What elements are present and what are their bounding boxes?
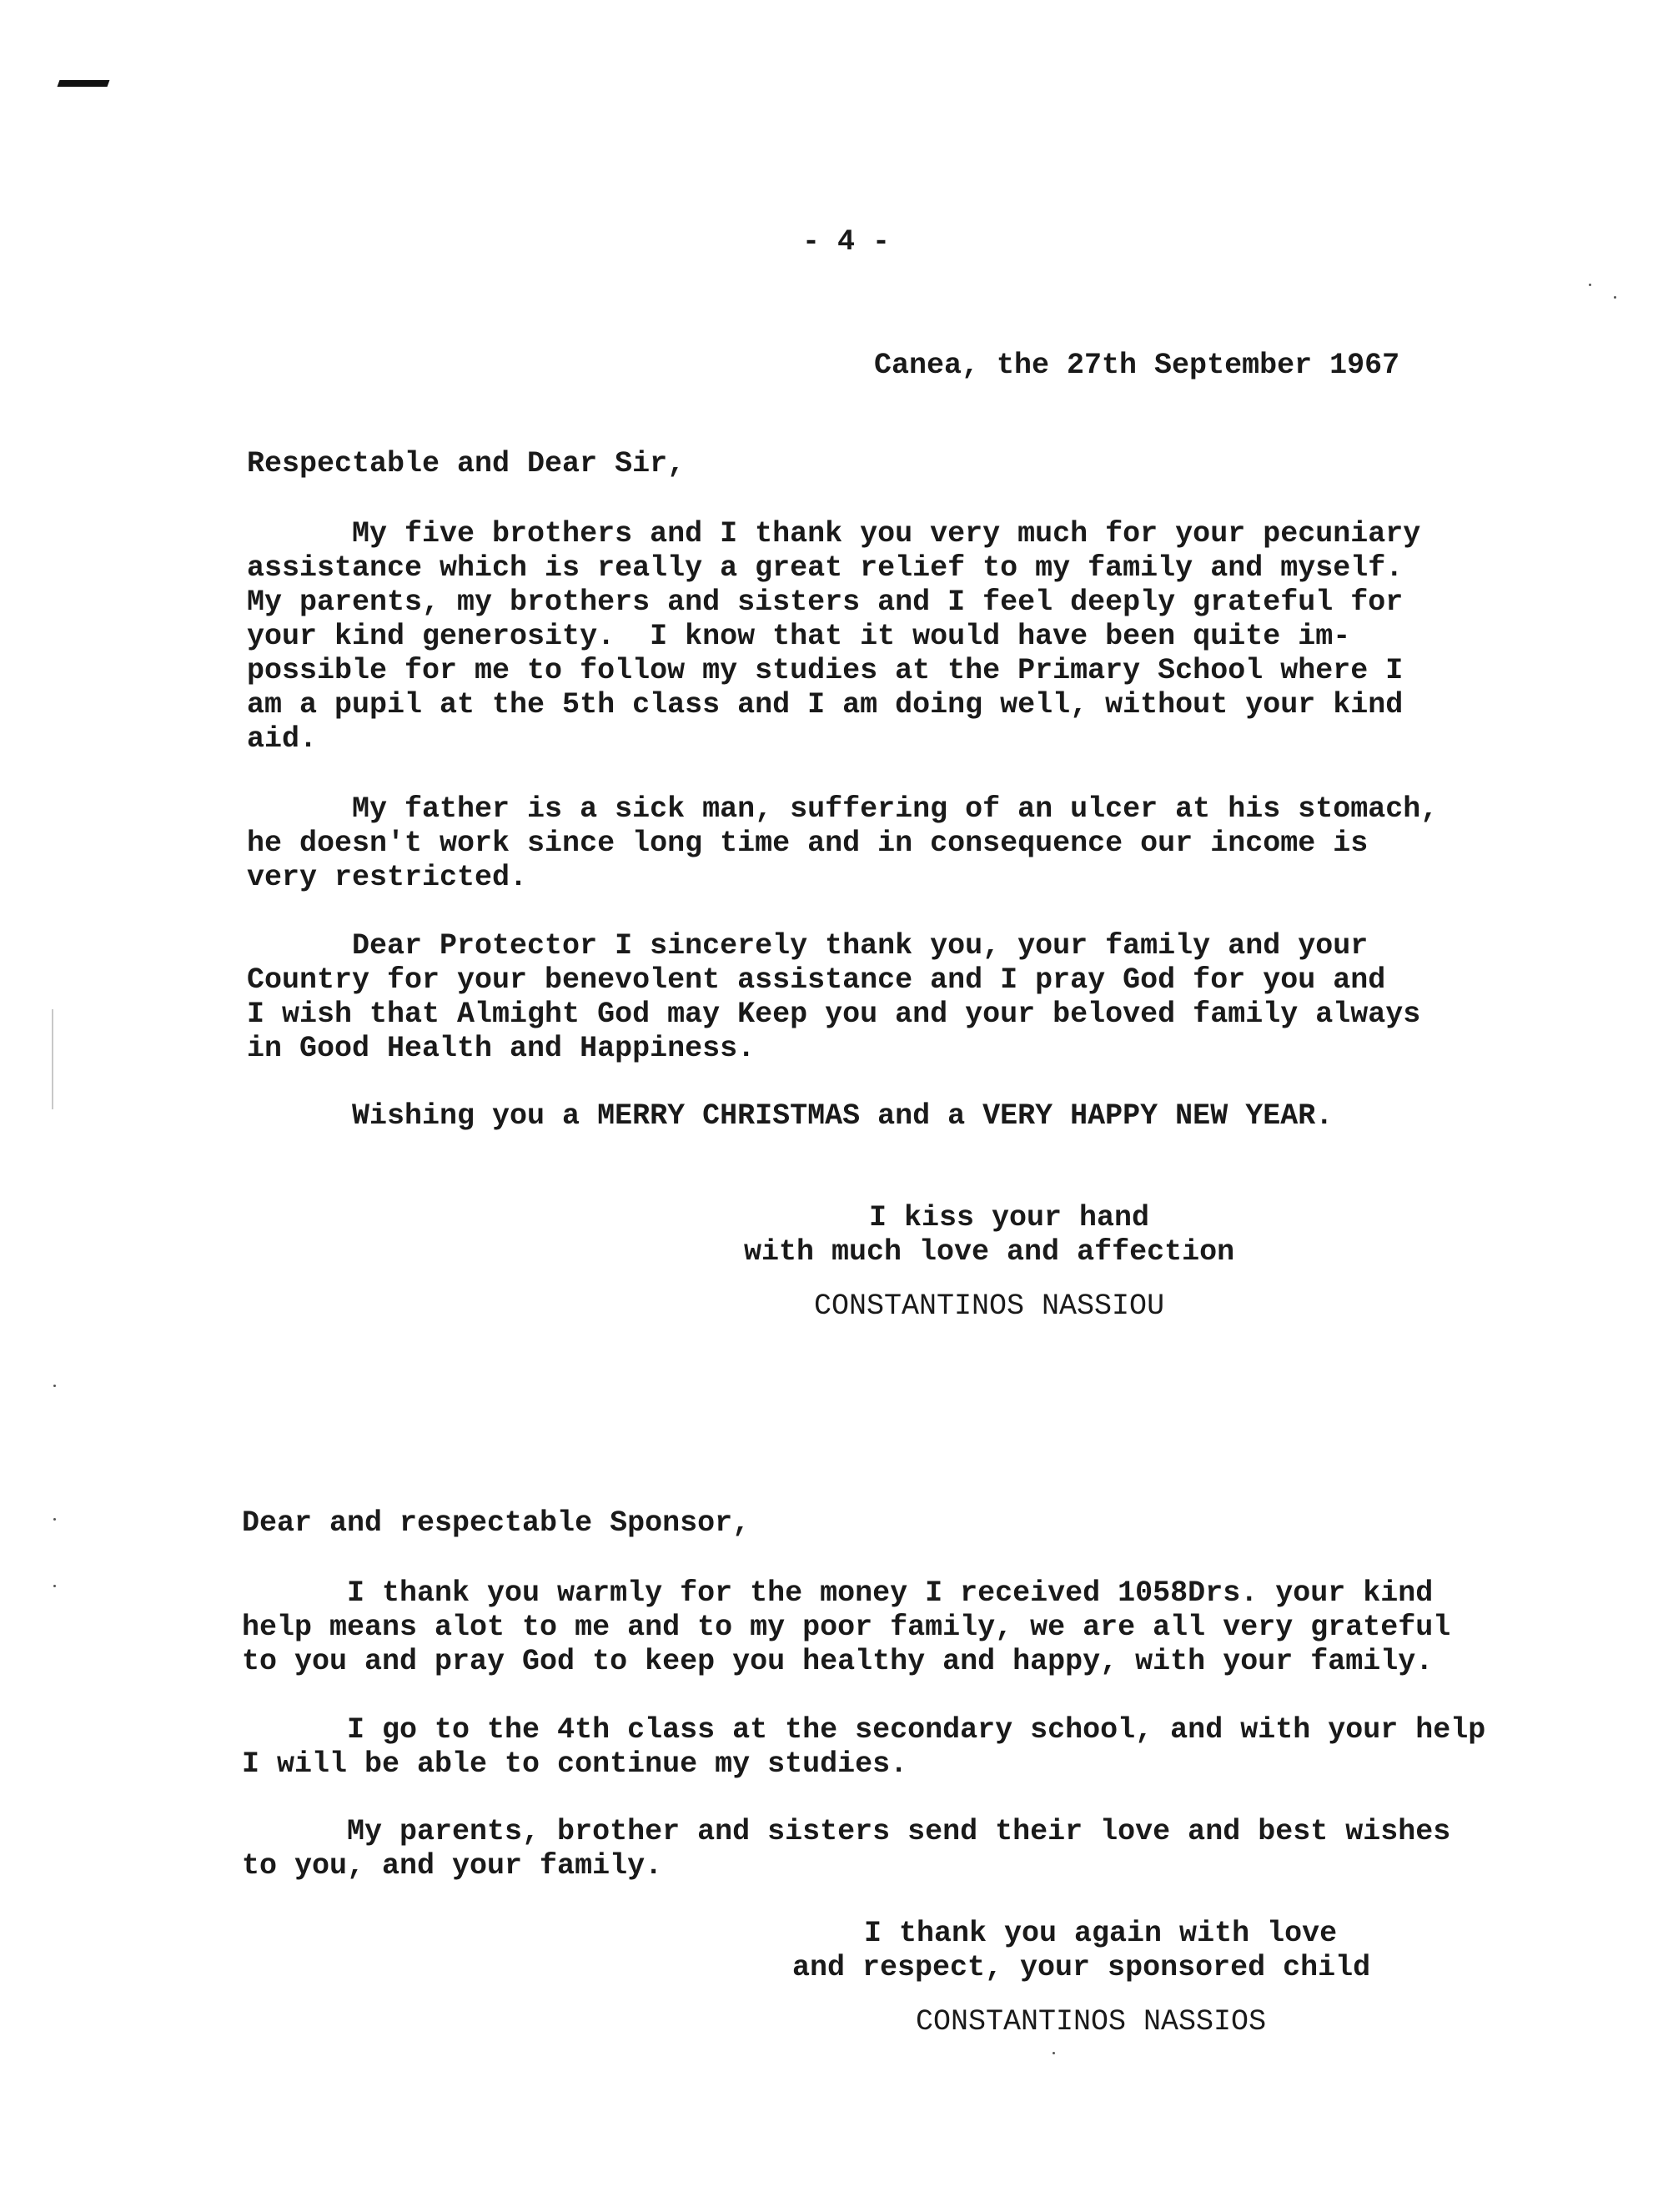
letter2-paragraph-2: I go to the 4th class at the secondary school, and with your help I will be able to continue my studies. xyxy=(242,1713,1486,1781)
scan-speck xyxy=(53,1518,56,1521)
letter2-paragraph-3: My parents, brother and sisters send their love and best wishes to you, and your family. xyxy=(242,1815,1451,1883)
page-number: - 4 - xyxy=(802,225,891,259)
ink-mark xyxy=(58,80,110,87)
letter1-closing-line-2: with much love and affection xyxy=(744,1235,1235,1269)
letter2-paragraph-1: I thank you warmly for the money I received 1058Drs. your kind help means alot to me and to my poor family, we are all very grateful to you and pray God to keep you healthy and happy, with your family. xyxy=(242,1576,1451,1678)
letter2-signature: CONSTANTINOS NASSIOS xyxy=(916,2005,1267,2039)
letter1-signature: CONSTANTINOS NASSIOU xyxy=(814,1289,1165,1323)
letter1-paragraph-4: Wishing you a MERRY CHRISTMAS and a VERY HAPPY NEW YEAR. xyxy=(247,1099,1334,1133)
scan-speck xyxy=(53,1385,56,1387)
letter1-closing-line-1: I kiss your hand xyxy=(869,1201,1150,1234)
letter2-closing-line-1: I thank you again with love xyxy=(864,1917,1338,1950)
scan-speck xyxy=(53,1585,56,1587)
scan-speck xyxy=(1614,296,1616,299)
scan-artifact-left xyxy=(52,1009,53,1109)
scan-speck xyxy=(1053,2052,1055,2054)
letter1-paragraph-1: My five brothers and I thank you very much for your pecuniary assistance which is really a great relief to my family and myself. My parents, my brothers and sisters and I feel deeply grateful for your kind generosity. I know that it would have been quite im- possible for me to follow my studies at the Primary School where I am a pupil at the 5th class and I am doing well, without your kind aid. xyxy=(247,517,1421,756)
letter1-date-line: Canea, the 27th September 1967 xyxy=(874,349,1400,382)
letter1-paragraph-3: Dear Protector I sincerely thank you, your family and your Country for your benevolent assistance and I pray God for you and I wish that Almight God may Keep you and your beloved family always in Good Health and Happiness. xyxy=(247,929,1421,1065)
scan-speck xyxy=(1589,284,1591,286)
letter2-closing-line-2: and respect, your sponsored child xyxy=(792,1951,1371,1984)
letter2-salutation: Dear and respectable Sponsor, xyxy=(242,1506,751,1540)
letter1-salutation: Respectable and Dear Sir, xyxy=(247,447,686,480)
letter1-paragraph-2: My father is a sick man, suffering of an ulcer at his stomach, he doesn't work since long time and in consequence our income is very restricted. xyxy=(247,792,1439,894)
